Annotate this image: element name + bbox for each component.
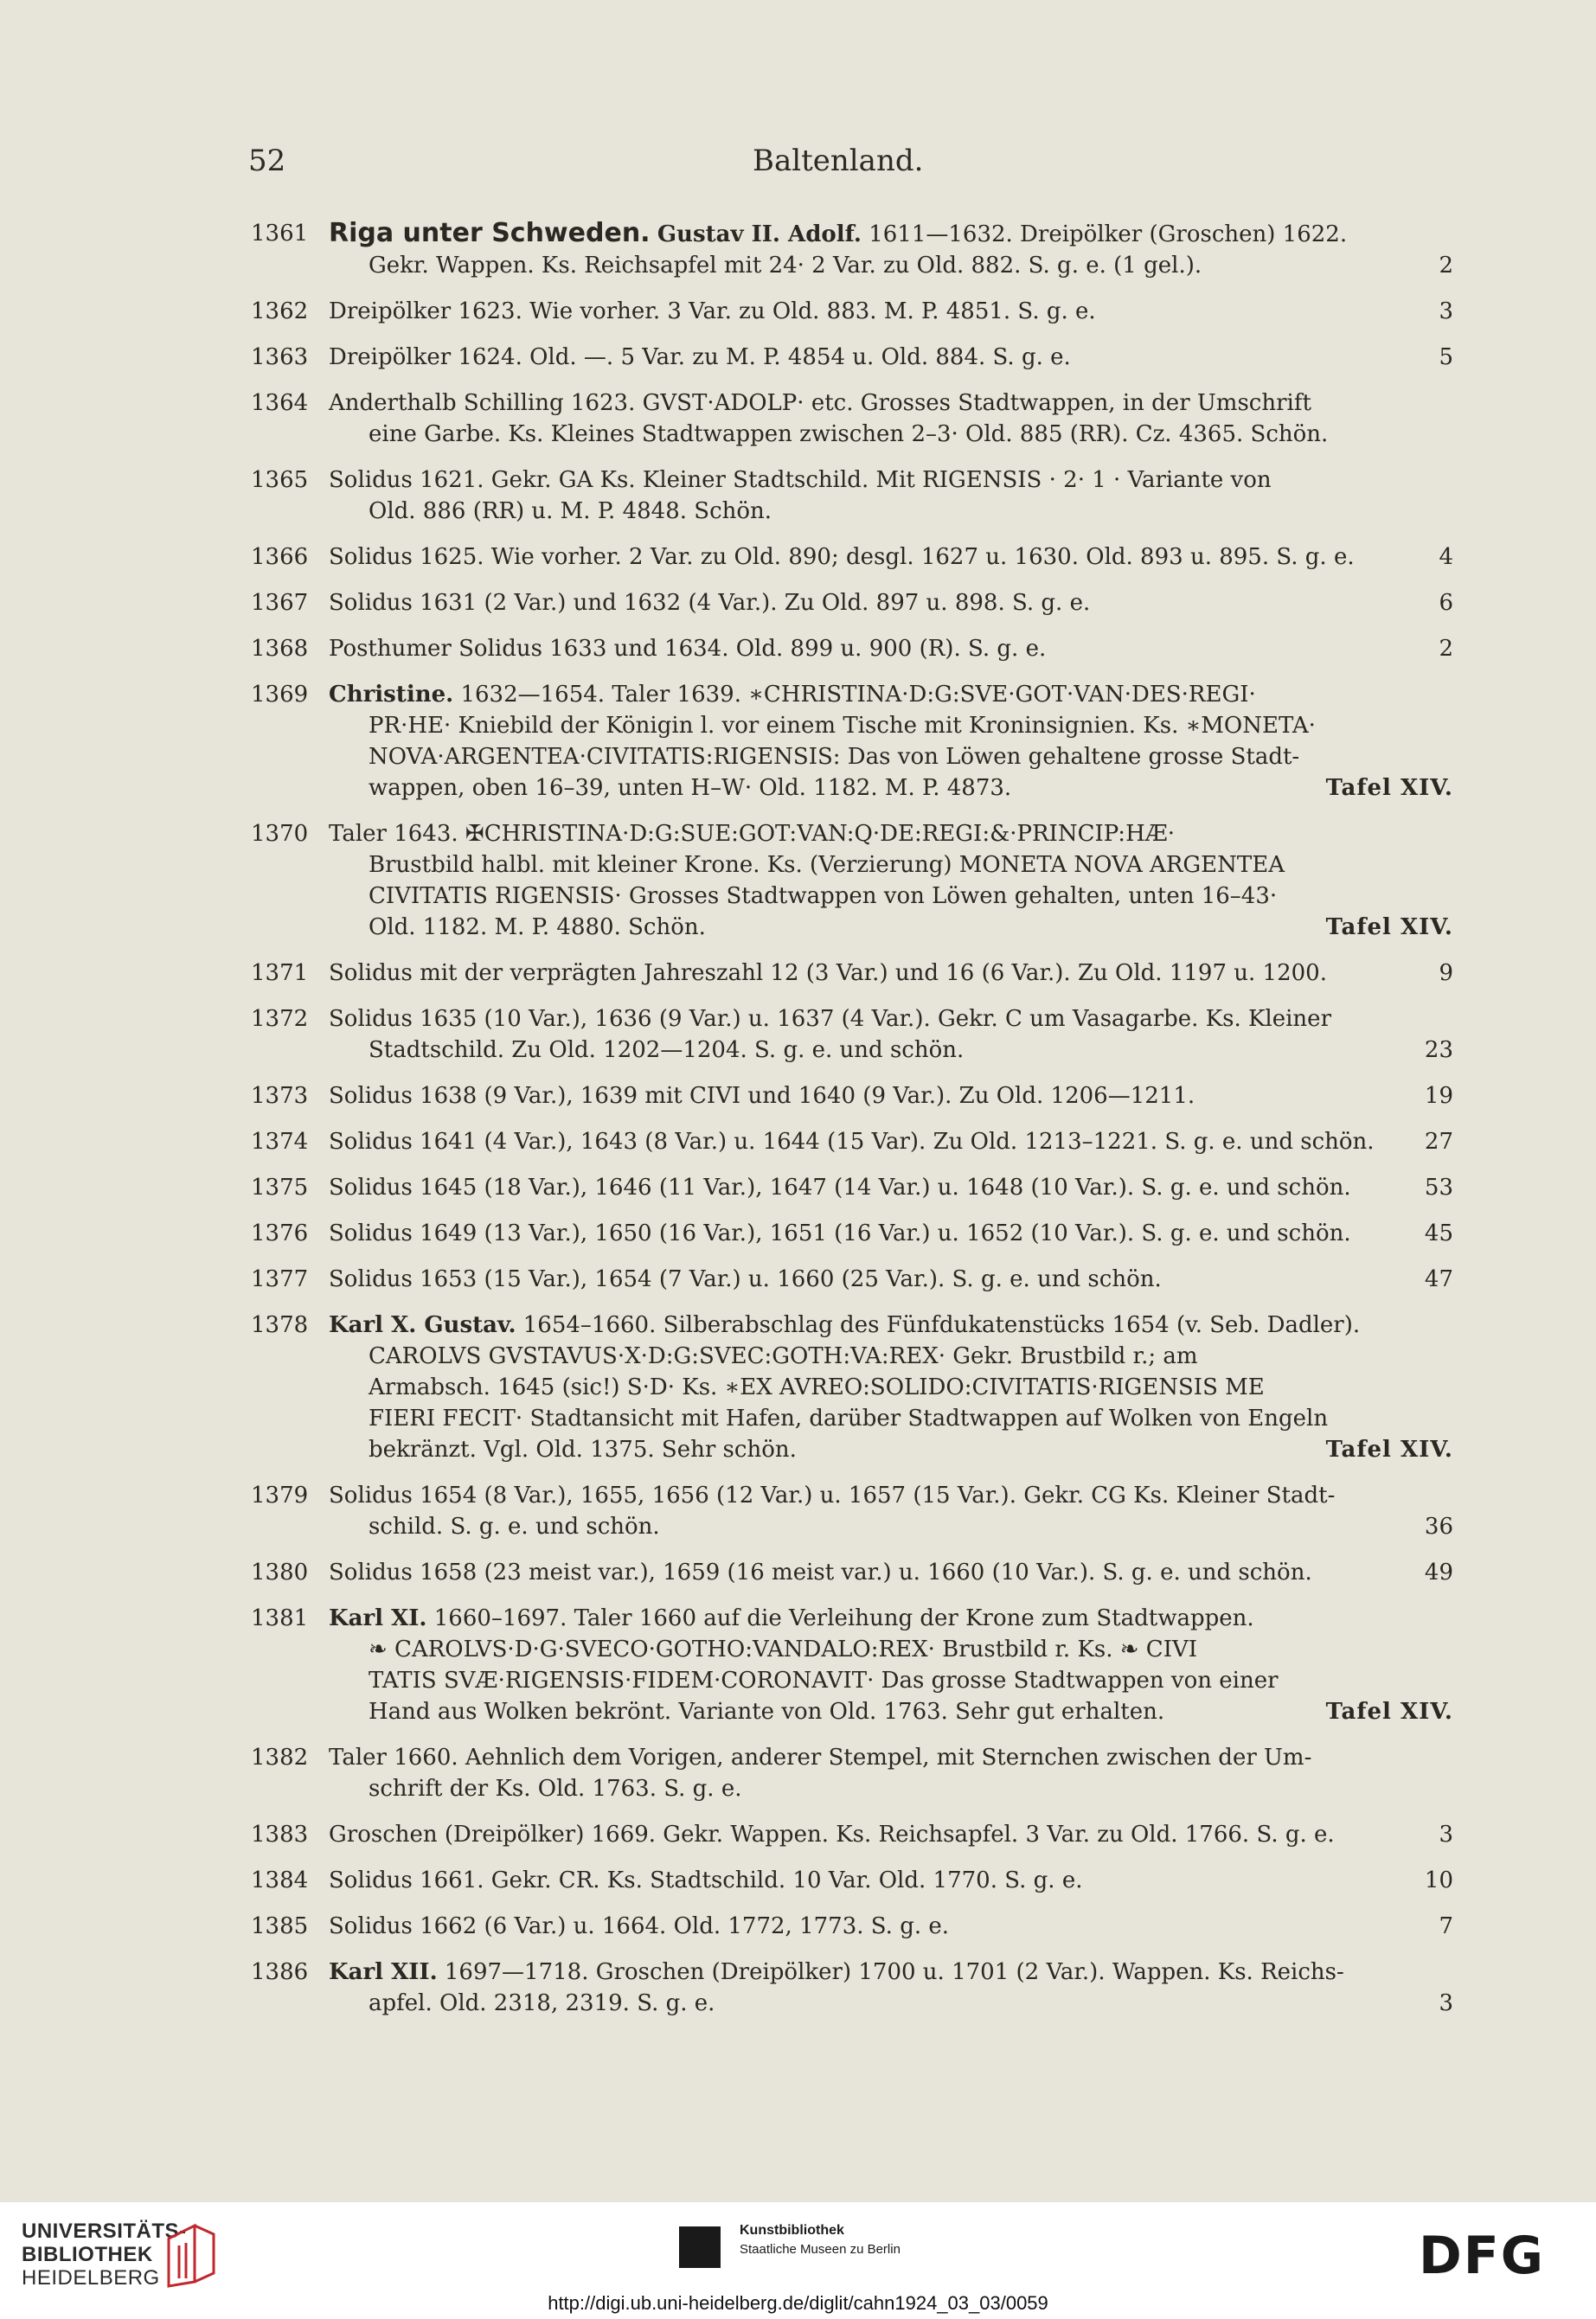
catalogue-entry bbox=[251, 1957, 1453, 2019]
entry-line bbox=[329, 1172, 1453, 1203]
entry-text: Solidus 1653 (15 Var.), 1654 (7 Var.) u. 1660 (25 Var.). S. g. e. und schön. bbox=[329, 1266, 1162, 1292]
entry-text: Dreipölker 1624. Old. —. 5 Var. zu M. P. 4854 u. Old. 884. S. g. e. bbox=[329, 344, 1071, 370]
entry-line bbox=[329, 849, 1453, 881]
entry-number: 1375 bbox=[251, 1175, 309, 1201]
catalogue-entry bbox=[251, 1911, 1453, 1942]
entry-amount: 3 bbox=[1439, 1822, 1453, 1848]
entry-amount: 27 bbox=[1424, 1129, 1453, 1155]
entry-text: Solidus 1625. Wie vorher. 2 Var. zu Old. 890; desgl. 1627 u. 1630. Old. 893 u. 895. S. g. e. bbox=[329, 544, 1355, 570]
entry-number: 1381 bbox=[251, 1605, 309, 1631]
entry-line bbox=[329, 464, 1453, 496]
entry-text: Solidus mit der verprägten Jahreszahl 12 (3 Var.) und 16 (6 Var.). Zu Old. 1197 u. 1200. bbox=[329, 960, 1327, 986]
entry-body bbox=[329, 388, 1453, 450]
entry-amount: 3 bbox=[1439, 298, 1453, 324]
entry-body bbox=[329, 296, 1453, 327]
entry-text: ❧ CAROLVS·D·G·SVECO·GOTHO:VANDALO:REX· Brustbild r. Ks. ❧ CIVI bbox=[369, 1637, 1198, 1662]
catalogue-entry bbox=[251, 958, 1453, 989]
entry-line bbox=[329, 1264, 1453, 1295]
entry-text: Solidus 1645 (18 Var.), 1646 (11 Var.), 1647 (14 Var.) u. 1648 (10 Var.). S. g. e. und schön. bbox=[329, 1175, 1351, 1201]
entry-line bbox=[329, 1403, 1453, 1434]
entry-body bbox=[329, 818, 1453, 943]
entry-amount: 49 bbox=[1424, 1560, 1453, 1586]
uni-logo-line3: HEIDELBERG bbox=[22, 2266, 160, 2290]
entry-number: 1363 bbox=[251, 344, 309, 370]
entry-line bbox=[329, 1988, 1453, 2019]
entry-line bbox=[329, 250, 1453, 281]
catalogue-entry bbox=[251, 342, 1453, 373]
entry-amount: 7 bbox=[1439, 1913, 1453, 1939]
entry-number: 1378 bbox=[251, 1312, 309, 1338]
entry-text: apfel. Old. 2318, 2319. S. g. e. bbox=[369, 1990, 715, 2016]
entry-line bbox=[329, 1957, 1453, 1988]
entry-text: Solidus 1621. Gekr. GA Ks. Kleiner Stadtschild. Mit RIGENSIS · 2· 1 · Variante von bbox=[329, 467, 1272, 493]
entry-amount: 53 bbox=[1424, 1175, 1453, 1201]
entry-line bbox=[329, 958, 1453, 989]
entry-line bbox=[329, 1003, 1453, 1035]
entry-body bbox=[329, 1218, 1453, 1249]
entry-body bbox=[329, 1603, 1453, 1727]
entry-amount: 2 bbox=[1439, 253, 1453, 279]
entry-text: 1660–1697. Taler 1660 auf die Verleihung der Krone zum Stadtwappen. bbox=[433, 1605, 1254, 1631]
entry-text: Solidus 1654 (8 Var.), 1655, 1656 (12 Var.) u. 1657 (15 Var.). Gekr. CG Ks. Kleiner Stadt- bbox=[329, 1483, 1336, 1509]
entry-text: 1654–1660. Silberabschlag des Fünfdukatenstücks 1654 (v. Seb. Dadler). bbox=[522, 1312, 1361, 1338]
entry-ruler-name: Gustav II. Adolf. bbox=[657, 221, 862, 247]
catalogue-entry bbox=[251, 1003, 1453, 1066]
entry-amount: Tafel XIV. bbox=[1325, 775, 1453, 801]
entry-text: Brustbild halbl. mit kleiner Krone. Ks. (Verzierung) MONETA NOVA ARGENTEA bbox=[369, 852, 1285, 878]
entry-body bbox=[329, 1865, 1453, 1896]
entry-line bbox=[329, 1665, 1453, 1696]
entry-line bbox=[329, 496, 1453, 527]
entry-text: Solidus 1649 (13 Var.), 1650 (16 Var.), 1651 (16 Var.) u. 1652 (10 Var.). S. g. e. und schön. bbox=[329, 1220, 1351, 1246]
entry-text: Solidus 1638 (9 Var.), 1639 mit CIVI und 1640 (9 Var.). Zu Old. 1206—1211. bbox=[329, 1083, 1195, 1109]
entry-line bbox=[329, 1035, 1453, 1066]
entry-line bbox=[329, 1819, 1453, 1850]
entry-text: schrift der Ks. Old. 1763. S. g. e. bbox=[369, 1776, 742, 1802]
entry-text: CIVITATIS RIGENSIS· Grosses Stadtwappen von Löwen gehalten, unten 16–43· bbox=[369, 883, 1278, 909]
entry-text: Solidus 1641 (4 Var.), 1643 (8 Var.) u. 1644 (15 Var). Zu Old. 1213–1221. S. g. e. und schön. bbox=[329, 1129, 1375, 1155]
entry-line bbox=[329, 1218, 1453, 1249]
entry-amount: 45 bbox=[1424, 1220, 1453, 1246]
entry-amount: 2 bbox=[1439, 636, 1453, 662]
entry-text: NOVA·ARGENTEA·CIVITATIS:RIGENSIS: Das von Löwen gehaltene grosse Stadt- bbox=[369, 744, 1300, 770]
entry-line bbox=[329, 296, 1453, 327]
dfg-logo[interactable] bbox=[1419, 2228, 1574, 2280]
entry-body bbox=[329, 1080, 1453, 1111]
catalogue-entry bbox=[251, 1080, 1453, 1111]
catalogue-entry bbox=[251, 296, 1453, 327]
entry-text: schild. S. g. e. und schön. bbox=[369, 1514, 660, 1540]
dfg-logo-text: DFG bbox=[1419, 2228, 1546, 2280]
entry-number: 1382 bbox=[251, 1745, 309, 1771]
entry-line bbox=[329, 1634, 1453, 1665]
entry-body bbox=[329, 342, 1453, 373]
entry-number: 1384 bbox=[251, 1867, 309, 1893]
entry-text: 1697—1718. Groschen (Dreipölker) 1700 u. 1701 (2 Var.). Wappen. Ks. Reichs- bbox=[444, 1959, 1344, 1985]
entry-amount: 9 bbox=[1439, 960, 1453, 986]
entry-text: Solidus 1631 (2 Var.) und 1632 (4 Var.). Zu Old. 897 u. 898. S. g. e. bbox=[329, 590, 1091, 616]
entry-body bbox=[329, 679, 1453, 804]
catalogue-entry bbox=[251, 218, 1453, 281]
entry-amount: 6 bbox=[1439, 590, 1453, 616]
entry-line bbox=[329, 1603, 1453, 1634]
entry-text: Dreipölker 1623. Wie vorher. 3 Var. zu Old. 883. M. P. 4851. S. g. e. bbox=[329, 298, 1096, 324]
entry-line bbox=[329, 912, 1453, 943]
entry-number: 1374 bbox=[251, 1129, 309, 1155]
entry-number: 1366 bbox=[251, 544, 309, 570]
entry-line bbox=[329, 1773, 1453, 1804]
entry-text: Solidus 1662 (6 Var.) u. 1664. Old. 1772, 1773. S. g. e. bbox=[329, 1913, 950, 1939]
kb-logo-line2: Staatliche Museen zu Berlin bbox=[740, 2242, 901, 2257]
entry-line bbox=[329, 633, 1453, 664]
catalogue-entries bbox=[251, 218, 1453, 2034]
entry-body bbox=[329, 1819, 1453, 1850]
entry-line bbox=[329, 1480, 1453, 1511]
uni-logo-mark-icon bbox=[160, 2221, 221, 2290]
entry-number: 1380 bbox=[251, 1560, 309, 1586]
entry-amount: 36 bbox=[1424, 1514, 1453, 1540]
entry-line bbox=[329, 1865, 1453, 1896]
entry-text: Old. 1182. M. P. 4880. Schön. bbox=[369, 914, 706, 940]
entry-lead: Karl X. Gustav. bbox=[329, 1312, 516, 1338]
catalogue-entry bbox=[251, 1172, 1453, 1203]
catalogue-entry bbox=[251, 1264, 1453, 1295]
entry-number: 1373 bbox=[251, 1083, 309, 1109]
entry-amount: Tafel XIV. bbox=[1325, 1699, 1453, 1725]
entry-number: 1377 bbox=[251, 1266, 309, 1292]
catalogue-entry bbox=[251, 464, 1453, 527]
entry-body bbox=[329, 633, 1453, 664]
entry-number: 1362 bbox=[251, 298, 309, 324]
entry-text: PR·HE· Kniebild der Königin l. vor einem Tische mit Kroninsignien. Ks. ∗MONETA· bbox=[369, 713, 1316, 739]
entry-text: bekränzt. Vgl. Old. 1375. Sehr schön. bbox=[369, 1437, 797, 1463]
entry-text: Gekr. Wappen. Ks. Reichsapfel mit 24· 2 Var. zu Old. 882. S. g. e. (1 gel.). bbox=[369, 253, 1202, 279]
entry-text: Stadtschild. Zu Old. 1202—1204. S. g. e. und schön. bbox=[369, 1037, 965, 1063]
entry-body bbox=[329, 1480, 1453, 1542]
entry-number: 1364 bbox=[251, 390, 309, 416]
entry-lead: Christine. bbox=[329, 682, 454, 708]
source-url[interactable]: http://digi.ub.uni-heidelberg.de/diglit/cahn1924_03_03/0059 bbox=[548, 2292, 1048, 2314]
entry-body bbox=[329, 1957, 1453, 2019]
entry-lead: Karl XI. bbox=[329, 1605, 427, 1631]
entry-line bbox=[329, 818, 1453, 849]
uni-logo-line1: UNIVERSITÄTS- bbox=[22, 2220, 187, 2243]
entry-number: 1361 bbox=[251, 221, 309, 247]
entry-amount: 4 bbox=[1439, 544, 1453, 570]
entry-text: Hand aus Wolken bekrönt. Variante von Old. 1763. Sehr gut erhalten. bbox=[369, 1699, 1165, 1725]
entry-line bbox=[329, 587, 1453, 618]
entry-number: 1379 bbox=[251, 1483, 309, 1509]
uni-logo-line2: BIBLIOTHEK bbox=[22, 2243, 153, 2266]
entry-number: 1372 bbox=[251, 1006, 309, 1032]
entry-body bbox=[329, 464, 1453, 527]
entry-line bbox=[329, 218, 1453, 250]
kunstbibliothek-mark-icon bbox=[679, 2226, 721, 2268]
entry-line bbox=[329, 1126, 1453, 1157]
entry-line bbox=[329, 772, 1453, 804]
entry-number: 1369 bbox=[251, 682, 309, 708]
entry-line bbox=[329, 710, 1453, 741]
entry-body bbox=[329, 218, 1453, 281]
entry-body bbox=[329, 1126, 1453, 1157]
entry-line bbox=[329, 1341, 1453, 1372]
entry-line bbox=[329, 1696, 1453, 1727]
catalogue-entry bbox=[251, 587, 1453, 618]
entry-number: 1365 bbox=[251, 467, 309, 493]
entry-line bbox=[329, 1911, 1453, 1942]
entry-text: wappen, oben 16–39, unten H–W· Old. 1182. M. P. 4873. bbox=[369, 775, 1012, 801]
entry-number: 1386 bbox=[251, 1959, 309, 1985]
entry-text: Groschen (Dreipölker) 1669. Gekr. Wappen. Ks. Reichsapfel. 3 Var. zu Old. 1766. S. g. e. bbox=[329, 1822, 1335, 1848]
entry-line bbox=[329, 388, 1453, 419]
entry-line bbox=[329, 741, 1453, 772]
entry-text: CAROLVS GVSTAVUS·X·D:G:SVEC:GOTH:VA:REX· Gekr. Brustbild r.; am bbox=[369, 1343, 1198, 1369]
catalogue-entry bbox=[251, 818, 1453, 943]
catalogue-entry bbox=[251, 679, 1453, 804]
footer bbox=[0, 2202, 1596, 2319]
catalogue-entry bbox=[251, 1310, 1453, 1465]
entry-number: 1376 bbox=[251, 1220, 309, 1246]
entry-line bbox=[329, 1080, 1453, 1111]
catalogue-entry bbox=[251, 1218, 1453, 1249]
entry-line bbox=[329, 1372, 1453, 1403]
entry-text: Solidus 1658 (23 meist var.), 1659 (16 meist var.) u. 1660 (10 Var.). S. g. e. und schön. bbox=[329, 1560, 1312, 1586]
entry-amount: 5 bbox=[1439, 344, 1453, 370]
entry-text: FIERI FECIT· Stadtansicht mit Hafen, darüber Stadtwappen auf Wolken von Engeln bbox=[369, 1406, 1329, 1432]
entry-number: 1371 bbox=[251, 960, 309, 986]
entry-body bbox=[329, 1003, 1453, 1066]
kb-logo-line1: Kunstbibliothek bbox=[740, 2223, 844, 2238]
entry-number: 1383 bbox=[251, 1822, 309, 1848]
catalogue-entry bbox=[251, 1557, 1453, 1588]
entry-body bbox=[329, 1264, 1453, 1295]
entry-text: Taler 1660. Aehnlich dem Vorigen, anderer Stempel, mit Sternchen zwischen der Um- bbox=[329, 1745, 1312, 1771]
entry-line bbox=[329, 541, 1453, 573]
entry-body bbox=[329, 1310, 1453, 1465]
entry-line bbox=[329, 419, 1453, 450]
entry-text: TATIS SVÆ·RIGENSIS·FIDEM·CORONAVIT· Das grosse Stadtwappen von einer bbox=[369, 1668, 1279, 1694]
entry-number: 1368 bbox=[251, 636, 309, 662]
entry-body bbox=[329, 587, 1453, 618]
entry-lead: Riga unter Schweden. bbox=[329, 218, 651, 248]
catalogue-entry bbox=[251, 388, 1453, 450]
entry-text: Armabsch. 1645 (sic!) S·D· Ks. ∗EX AVREO:SOLIDO:CIVITATIS·RIGENSIS ME bbox=[369, 1374, 1265, 1400]
entry-number: 1370 bbox=[251, 821, 309, 847]
catalogue-entry bbox=[251, 1126, 1453, 1157]
entry-amount: 19 bbox=[1424, 1083, 1453, 1109]
entry-amount: Tafel XIV. bbox=[1325, 914, 1453, 940]
catalogue-entry bbox=[251, 1865, 1453, 1896]
entry-text: Old. 886 (RR) u. M. P. 4848. Schön. bbox=[369, 498, 772, 524]
entry-body bbox=[329, 1742, 1453, 1804]
entry-amount: Tafel XIV. bbox=[1325, 1437, 1453, 1463]
entry-body bbox=[329, 1172, 1453, 1203]
entry-body bbox=[329, 1557, 1453, 1588]
entry-amount: 47 bbox=[1424, 1266, 1453, 1292]
entry-body bbox=[329, 541, 1453, 573]
entry-line bbox=[329, 1511, 1453, 1542]
entry-text: 1632—1654. Taler 1639. ∗CHRISTINA·D:G:SVE·GOT·VAN·DES·REGI· bbox=[460, 682, 1256, 708]
catalogue-entry bbox=[251, 1480, 1453, 1542]
entry-line bbox=[329, 679, 1453, 710]
entry-text: eine Garbe. Ks. Kleines Stadtwappen zwischen 2–3· Old. 885 (RR). Cz. 4365. Schön. bbox=[369, 421, 1329, 447]
catalogue-entry bbox=[251, 633, 1453, 664]
entry-lead: Karl XII. bbox=[329, 1959, 438, 1985]
page-number: 52 bbox=[248, 144, 286, 178]
entry-number: 1385 bbox=[251, 1913, 309, 1939]
catalogue-entry bbox=[251, 1603, 1453, 1727]
catalogue-entry bbox=[251, 541, 1453, 573]
entry-line bbox=[329, 1310, 1453, 1341]
entry-amount: 10 bbox=[1424, 1867, 1453, 1893]
entry-text: Posthumer Solidus 1633 und 1634. Old. 899 u. 900 (R). S. g. e. bbox=[329, 636, 1047, 662]
entry-text: Solidus 1635 (10 Var.), 1636 (9 Var.) u. 1637 (4 Var.). Gekr. C um Vasagarbe. Ks. Kleiner bbox=[329, 1006, 1331, 1032]
entry-amount: 3 bbox=[1439, 1990, 1453, 2016]
entry-line bbox=[329, 881, 1453, 912]
entry-amount: 23 bbox=[1424, 1037, 1453, 1063]
entry-number: 1367 bbox=[251, 590, 309, 616]
entry-body bbox=[329, 1911, 1453, 1942]
entry-line bbox=[329, 1557, 1453, 1588]
catalogue-entry bbox=[251, 1742, 1453, 1804]
entry-text: 1611—1632. Dreipölker (Groschen) 1622. bbox=[869, 221, 1348, 247]
entry-text: Solidus 1661. Gekr. CR. Ks. Stadtschild. 10 Var. Old. 1770. S. g. e. bbox=[329, 1867, 1083, 1893]
catalogue-entry bbox=[251, 1819, 1453, 1850]
entry-line bbox=[329, 1742, 1453, 1773]
entry-text: Taler 1643. ✠CHRISTINA·D:G:SUE:GOT:VAN:Q·DE:REGI:&·PRINCIP:HÆ· bbox=[329, 821, 1176, 847]
entry-line bbox=[329, 1434, 1453, 1465]
entry-body bbox=[329, 958, 1453, 989]
entry-text: Anderthalb Schilling 1623. GVST·ADOLP· etc. Grosses Stadtwappen, in der Umschrift bbox=[329, 390, 1311, 416]
page-header: Baltenland. bbox=[753, 144, 924, 178]
entry-line bbox=[329, 342, 1453, 373]
